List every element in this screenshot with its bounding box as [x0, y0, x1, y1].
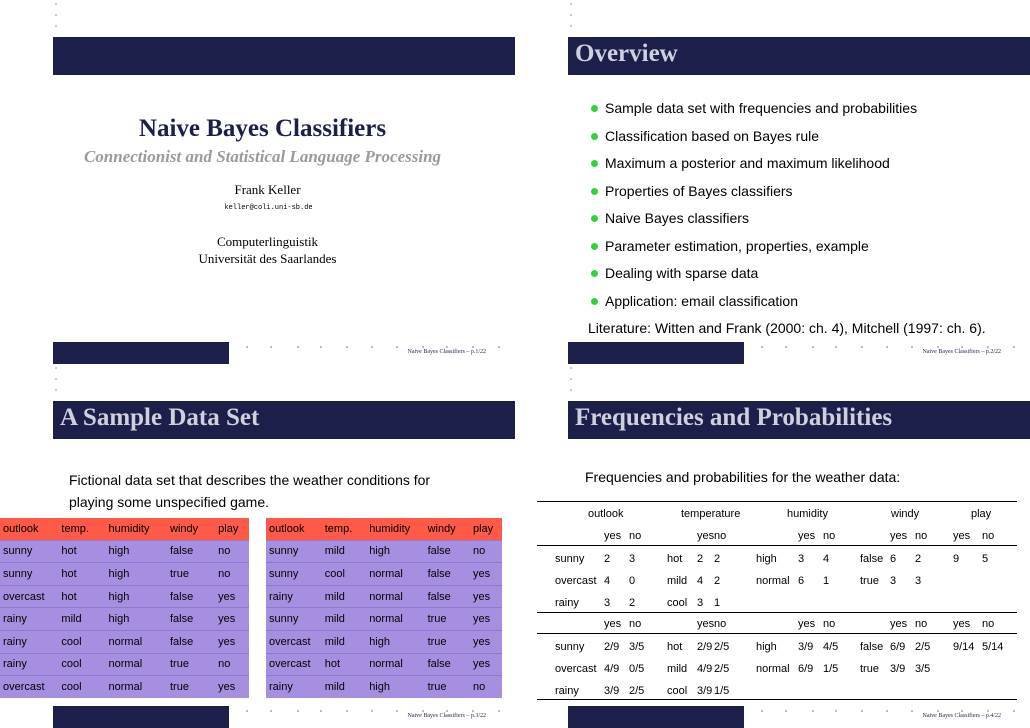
table-cell: overcast — [555, 575, 597, 587]
nav-dot[interactable] — [911, 346, 913, 348]
table-cell: windy — [891, 508, 920, 520]
nav-dots[interactable] — [570, 3, 574, 36]
slide-sample-data — [0, 364, 515, 728]
table-row — [0, 585, 249, 608]
table-cell: rainy — [266, 675, 322, 698]
table-cell: yes — [470, 653, 502, 676]
table-cell: 2/5 — [714, 641, 730, 653]
table-cell: cool — [667, 597, 688, 609]
table-cell: yes — [890, 618, 908, 630]
column-header: windy — [167, 518, 215, 540]
table-cell: cool — [667, 685, 688, 697]
nav-dots[interactable] — [570, 367, 574, 400]
table-cell: high — [366, 630, 424, 653]
table-header-row — [266, 518, 502, 540]
table-cell: 2/5 — [714, 663, 730, 675]
table-rule — [537, 633, 1017, 634]
table-cell: yes — [798, 618, 816, 630]
table-cell: hot — [58, 540, 105, 563]
table-cell: 3/9 — [697, 685, 713, 697]
table-cell: no — [823, 618, 836, 630]
slide-overview — [515, 0, 1030, 364]
table-cell: overcast — [555, 663, 597, 675]
slide-frequencies — [515, 364, 1030, 728]
table-cell: high — [106, 607, 167, 630]
column-header: play — [215, 518, 249, 540]
column-header: play — [470, 518, 502, 540]
table-header-row — [0, 518, 249, 540]
table-cell: 3 — [915, 575, 922, 587]
nav-dot[interactable] — [835, 710, 837, 712]
table-cell: high — [366, 540, 424, 563]
column-header: temp. — [322, 518, 366, 540]
bullet-item: Properties of Bayes classifiers — [605, 181, 917, 209]
table-cell: 4 — [823, 553, 830, 565]
table-cell: sunny — [266, 540, 322, 563]
table-cell: sunny — [555, 641, 585, 653]
nav-dot[interactable] — [861, 346, 863, 348]
institution-line2: Universität des Saarlandes — [198, 251, 337, 266]
table-cell: 0 — [629, 575, 636, 587]
nav-dot[interactable] — [761, 710, 763, 712]
table-cell: 6/9 — [798, 663, 814, 675]
table-cell: 0/5 — [629, 663, 645, 675]
nav-dot[interactable] — [886, 346, 888, 348]
table-cell: hot — [667, 641, 683, 653]
table-cell: yes — [890, 530, 908, 542]
nav-dots[interactable] — [55, 3, 59, 36]
table-cell: no — [915, 530, 928, 542]
nav-dot[interactable] — [498, 710, 500, 712]
nav-dot[interactable] — [961, 710, 963, 712]
bullet-icon — [591, 133, 598, 140]
table-cell: true — [860, 663, 879, 675]
table-cell: false — [425, 585, 470, 608]
table-cell: 9/14 — [953, 641, 975, 653]
author-name: Frank Keller — [234, 182, 301, 197]
table-cell: no — [470, 540, 502, 563]
presentation-subtitle: Connectionist and Statistical Language Processing — [83, 147, 442, 166]
nav-dot[interactable] — [886, 710, 888, 712]
frequency-row — [515, 592, 1030, 614]
table-cell: 1/5 — [714, 685, 730, 697]
table-cell: hot — [322, 653, 366, 676]
table-row — [0, 562, 249, 585]
presentation-title: Naive Bayes Classifiers — [138, 115, 387, 142]
table-cell: 2 — [604, 553, 611, 565]
slide-title: A Sample Data Set — [60, 404, 260, 431]
table-cell: normal — [106, 653, 167, 676]
table-cell: 3 — [629, 553, 636, 565]
table-cell: sunny — [555, 553, 585, 565]
table-cell: 2 — [714, 575, 721, 587]
weather-table-left — [0, 518, 249, 698]
bullet-icon — [591, 270, 598, 277]
nav-dot[interactable] — [961, 346, 963, 348]
table-cell: yes — [215, 585, 249, 608]
table-cell: outlook — [588, 508, 624, 520]
nav-dot[interactable] — [270, 346, 272, 348]
table-cell: 4/5 — [823, 641, 839, 653]
frequency-row — [515, 548, 1030, 570]
table-cell: 9 — [953, 553, 960, 565]
table-cell: rainy — [555, 685, 579, 697]
table-cell: rainy — [555, 597, 579, 609]
table-cell: play — [971, 508, 992, 520]
table-rule — [537, 699, 1017, 700]
table-cell: 6 — [890, 553, 897, 565]
table-cell: 3/9 — [890, 663, 906, 675]
table-cell: high — [106, 585, 167, 608]
title-bar — [53, 401, 515, 439]
table-cell: normal — [366, 607, 424, 630]
nav-dot[interactable] — [446, 710, 448, 712]
table-cell: 5 — [982, 553, 989, 565]
yes-no-header-row — [515, 525, 1030, 547]
nav-dot[interactable] — [297, 710, 299, 712]
table-cell: 4 — [697, 575, 704, 587]
nav-dot[interactable] — [987, 710, 989, 712]
table-cell: high — [756, 641, 777, 653]
table-cell: mild — [322, 585, 366, 608]
table-cell: mild — [322, 675, 366, 698]
table-cell: normal — [366, 562, 424, 585]
overview-bullet-list — [605, 98, 917, 318]
nav-dot[interactable] — [785, 346, 787, 348]
table-rule — [537, 545, 1017, 546]
footer-bar — [53, 342, 229, 364]
nav-dot[interactable] — [270, 710, 272, 712]
table-cell: mild — [667, 663, 688, 675]
table-cell: false — [167, 607, 215, 630]
table-cell: cool — [58, 653, 105, 676]
table-cell: cool — [58, 675, 105, 698]
nav-dot[interactable] — [861, 710, 863, 712]
nav-dot[interactable] — [987, 346, 989, 348]
table-row — [0, 675, 249, 698]
table-cell: yes — [604, 618, 622, 630]
table-cell: yes — [215, 675, 249, 698]
bullet-item: Naive Bayes classifiers — [605, 208, 917, 236]
table-row — [266, 607, 502, 630]
table-cell: 1 — [823, 575, 830, 587]
nav-dot[interactable] — [785, 710, 787, 712]
probability-row — [515, 658, 1030, 680]
table-cell: hot — [58, 562, 105, 585]
table-cell: overcast — [0, 585, 58, 608]
table-row — [266, 675, 502, 698]
table-cell: 3/9 — [798, 641, 814, 653]
table-cell: no — [714, 618, 727, 630]
table-cell: no — [215, 653, 249, 676]
table-cell: no — [982, 618, 995, 630]
table-cell: 1/5 — [823, 663, 839, 675]
table-cell: 2 — [714, 553, 721, 565]
table-cell: yes — [470, 607, 502, 630]
column-header: temp. — [58, 518, 105, 540]
nav-dot[interactable] — [835, 346, 837, 348]
nav-dot[interactable] — [371, 346, 373, 348]
table-cell: mild — [322, 630, 366, 653]
table-cell: 3 — [798, 553, 805, 565]
table-cell: sunny — [266, 607, 322, 630]
table-cell: yes — [470, 585, 502, 608]
nav-dot[interactable] — [320, 710, 322, 712]
table-row — [0, 607, 249, 630]
bullet-item: Maximum a posterior and maximum likelihood — [605, 153, 917, 181]
table-cell: yes — [470, 630, 502, 653]
nav-dot[interactable] — [422, 346, 424, 348]
table-cell: high — [106, 540, 167, 563]
bullet-item: Parameter estimation, properties, example — [605, 236, 917, 264]
table-cell: yes — [953, 618, 971, 630]
table-cell: false — [167, 630, 215, 653]
table-row — [0, 653, 249, 676]
table-cell: 5/14 — [982, 641, 1004, 653]
table-cell: sunny — [0, 540, 58, 563]
column-header: windy — [425, 518, 470, 540]
weather-table-right — [266, 518, 502, 698]
table-cell: 2/5 — [629, 685, 645, 697]
institution-line1: Computerlinguistik — [216, 234, 319, 249]
table-cell: normal — [366, 653, 424, 676]
column-header: humidity — [366, 518, 424, 540]
frequency-row — [515, 570, 1030, 592]
author-email: keller@coli.uni-sb.de — [224, 204, 313, 212]
table-cell: sunny — [0, 562, 58, 585]
table-cell: true — [425, 607, 470, 630]
nav-dot[interactable] — [812, 346, 814, 348]
table-cell: normal — [756, 575, 790, 587]
table-row — [266, 562, 502, 585]
footer-bar — [568, 342, 744, 364]
nav-dot[interactable] — [1013, 710, 1015, 712]
table-cell: rainy — [0, 653, 58, 676]
nav-dot[interactable] — [472, 710, 474, 712]
table-rule — [537, 501, 1017, 502]
table-cell: 6 — [798, 575, 805, 587]
table-cell: 3 — [604, 597, 611, 609]
nav-dot[interactable] — [812, 710, 814, 712]
footer-page-number: Naive Bayes Classifiers – p.1/22 — [407, 349, 486, 355]
table-cell: no — [215, 562, 249, 585]
footer-bar — [53, 706, 229, 728]
bullet-icon — [591, 160, 598, 167]
nav-dot[interactable] — [297, 346, 299, 348]
column-header: outlook — [0, 518, 58, 540]
table-cell: 3/5 — [629, 641, 645, 653]
bullet-icon — [591, 215, 598, 222]
table-cell: sunny — [266, 562, 322, 585]
table-cell: true — [167, 675, 215, 698]
yes-no-header-row — [515, 613, 1030, 635]
nav-dots[interactable] — [55, 367, 59, 400]
bullet-icon — [591, 243, 598, 250]
nav-dot[interactable] — [246, 346, 248, 348]
nav-dot[interactable] — [911, 710, 913, 712]
table-cell: false — [167, 585, 215, 608]
table-cell: high — [366, 675, 424, 698]
nav-dot[interactable] — [498, 346, 500, 348]
literature-note: Literature: Witten and Frank (2000: ch. 4), Mitchell (1997: ch. 6). — [588, 320, 986, 336]
table-cell: normal — [106, 630, 167, 653]
table-cell: high — [756, 553, 777, 565]
table-row — [266, 630, 502, 653]
slide-title: Frequencies and Probabilities — [575, 404, 893, 431]
intro-text: Fictional data set that describes the weather conditions for playing some unspecified game. — [69, 472, 431, 510]
table-cell: cool — [58, 630, 105, 653]
table-cell: rainy — [0, 607, 58, 630]
title-bar — [53, 37, 515, 75]
table-cell: 2/5 — [915, 641, 931, 653]
table-cell: true — [425, 630, 470, 653]
table-cell: yes — [697, 618, 715, 630]
table-cell: 2/9 — [604, 641, 620, 653]
table-cell: yes — [215, 607, 249, 630]
table-cell: no — [714, 530, 727, 542]
table-cell: 3 — [890, 575, 897, 587]
table-cell: mild — [667, 575, 688, 587]
table-cell: 4/9 — [604, 663, 620, 675]
nav-dot[interactable] — [246, 710, 248, 712]
table-cell: false — [860, 641, 884, 653]
table-cell: overcast — [0, 675, 58, 698]
nav-dot[interactable] — [396, 710, 398, 712]
bullet-item: Application: email classification — [605, 291, 917, 319]
table-cell: yes — [470, 562, 502, 585]
column-header: humidity — [106, 518, 167, 540]
table-cell: no — [915, 618, 928, 630]
intro-text: Frequencies and probabilities for the weather data: — [585, 469, 901, 485]
table-cell: false — [425, 562, 470, 585]
table-cell: 3/9 — [604, 685, 620, 697]
nav-dot[interactable] — [346, 346, 348, 348]
table-cell: false — [860, 553, 884, 565]
group-header-row — [515, 503, 1030, 525]
table-cell: cool — [322, 562, 366, 585]
bullet-icon — [591, 188, 598, 195]
footer-page-number: Naive Bayes Classifiers – p.3/22 — [407, 713, 486, 719]
table-row — [0, 630, 249, 653]
table-cell: temperature — [681, 508, 741, 520]
table-cell: 2 — [629, 597, 636, 609]
table-cell: true — [167, 562, 215, 585]
table-cell: 2 — [915, 553, 922, 565]
table-cell: mild — [58, 607, 105, 630]
bullet-icon — [591, 298, 598, 305]
bullet-item: Dealing with sparse data — [605, 263, 917, 291]
table-cell: normal — [106, 675, 167, 698]
table-cell: false — [167, 540, 215, 563]
probability-row — [515, 636, 1030, 658]
bullet-icon — [591, 105, 598, 112]
table-cell: no — [982, 530, 995, 542]
nav-dot[interactable] — [446, 346, 448, 348]
nav-dot[interactable] — [472, 346, 474, 348]
table-cell: no — [470, 675, 502, 698]
table-cell: overcast — [266, 653, 322, 676]
slide-title — [0, 0, 515, 364]
table-row — [266, 540, 502, 563]
nav-dot[interactable] — [422, 710, 424, 712]
table-cell: no — [629, 618, 642, 630]
footer-bar — [568, 706, 744, 728]
table-cell: 4 — [604, 575, 611, 587]
bullet-item: Sample data set with frequencies and probabilities — [605, 98, 917, 126]
table-cell: yes — [798, 530, 816, 542]
table-row — [0, 540, 249, 563]
table-cell: false — [425, 540, 470, 563]
table-cell: 3/5 — [915, 663, 931, 675]
nav-dot[interactable] — [346, 710, 348, 712]
table-row — [266, 585, 502, 608]
bullet-item: Classification based on Bayes rule — [605, 126, 917, 154]
footer-page-number: Naive Bayes Classifiers – p.4/22 — [922, 713, 1001, 719]
table-cell: yes — [604, 530, 622, 542]
nav-dot[interactable] — [937, 346, 939, 348]
nav-dot[interactable] — [396, 346, 398, 348]
table-cell: true — [167, 653, 215, 676]
nav-dot[interactable] — [371, 710, 373, 712]
table-cell: yes — [953, 530, 971, 542]
table-cell: rainy — [266, 585, 322, 608]
column-header: outlook — [266, 518, 322, 540]
table-cell: 2/9 — [697, 641, 713, 653]
table-cell: 1 — [714, 597, 721, 609]
nav-dot[interactable] — [761, 346, 763, 348]
table-cell: no — [823, 530, 836, 542]
table-cell: normal — [756, 663, 790, 675]
table-cell: yes — [215, 630, 249, 653]
table-cell: hot — [58, 585, 105, 608]
table-cell: rainy — [0, 630, 58, 653]
table-cell: normal — [366, 585, 424, 608]
table-cell: mild — [322, 540, 366, 563]
table-cell: 4/9 — [697, 663, 713, 675]
table-cell: 6/9 — [890, 641, 906, 653]
table-cell: false — [425, 653, 470, 676]
title-bar — [568, 37, 1030, 75]
table-cell: hot — [667, 553, 683, 565]
table-cell: true — [860, 575, 879, 587]
nav-dot[interactable] — [937, 710, 939, 712]
nav-dot[interactable] — [320, 346, 322, 348]
nav-dot[interactable] — [1013, 346, 1015, 348]
slide-title: Overview — [575, 40, 678, 67]
footer-page-number: Naive Bayes Classifiers – p.2/22 — [922, 349, 1001, 355]
table-cell: true — [425, 675, 470, 698]
title-bar — [568, 401, 1030, 439]
table-cell: no — [215, 540, 249, 563]
table-cell: 2 — [697, 553, 704, 565]
table-cell: no — [629, 530, 642, 542]
table-row — [266, 653, 502, 676]
table-cell: 3 — [697, 597, 704, 609]
table-cell: yes — [697, 530, 715, 542]
table-cell: humidity — [787, 508, 828, 520]
table-cell: high — [106, 562, 167, 585]
table-cell: overcast — [266, 630, 322, 653]
table-cell: mild — [322, 607, 366, 630]
